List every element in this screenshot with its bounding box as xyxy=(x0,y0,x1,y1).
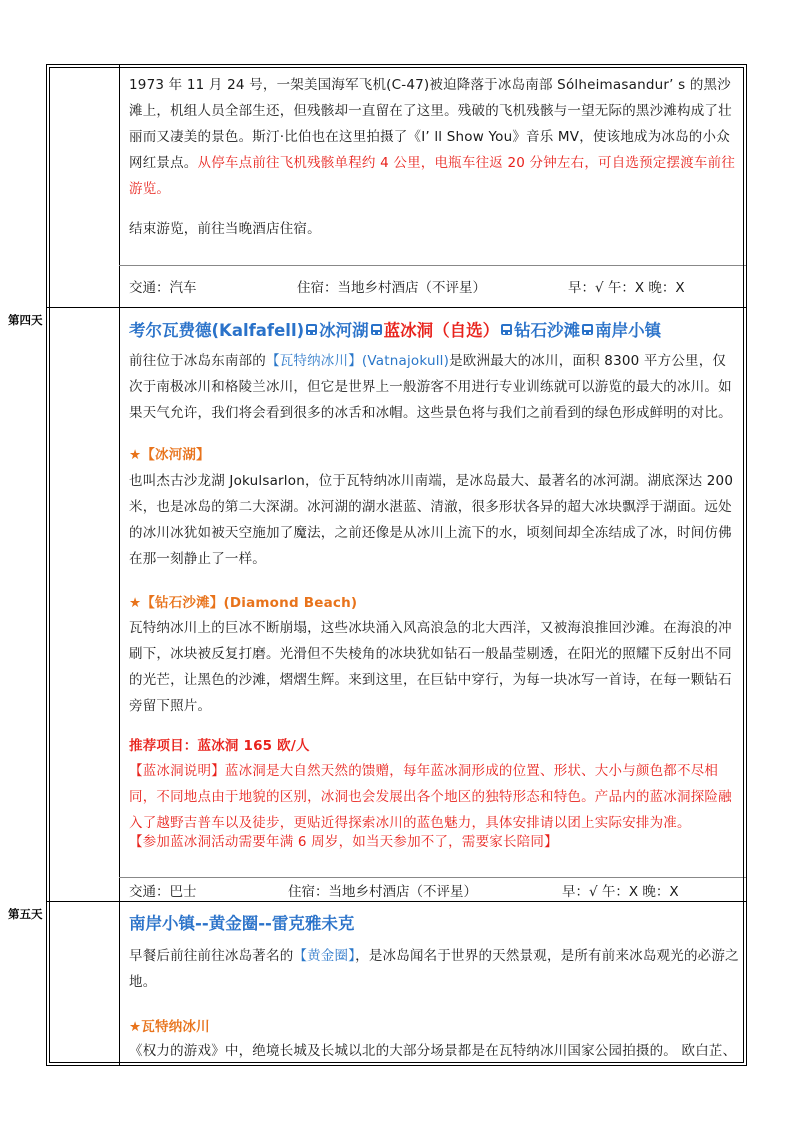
lagoon-description: 也叫杰古沙龙湖 Jokulsarlon，位于瓦特纳冰川南端，是冰岛最大、最著名的冰河湖。湖底深达 200 米，也是冰岛的第二大深湖。冰河湖的湖水湛蓝、清澈，很多形状各异的超大冰块飘浮于湖面。远处的冰川冰犹如被天空施加了魔法，之前还像是从冰川上流下的水，顷刻间却全冻结成了冰，时间仿佛在那一刻静止了一样。 xyxy=(129,473,734,567)
column-divider xyxy=(119,65,120,1065)
day4-meals: 早：√ 午：X 晚：X xyxy=(562,884,679,900)
day3-lodging: 住宿：当地乡村酒店（不评星） xyxy=(297,280,486,296)
bus-icon xyxy=(501,324,512,335)
day4-transport: 交通：巴士 xyxy=(129,884,197,900)
row-divider xyxy=(47,307,746,308)
recommended-activity: 推荐项目：蓝冰洞 165 欧/人 xyxy=(129,738,310,754)
day4-lodging: 住宿：当地乡村酒店（不评星） xyxy=(288,884,477,900)
ice-cave-note: 【参加蓝冰洞活动需要年满 6 周岁，如当天参加不了，需要家长陪同】 xyxy=(129,834,558,850)
glacier-description: 《权力的游戏》中，绝境长城及长城以北的大部分场景都是在瓦特纳冰川国家公园拍摄的。 欧白芷、 xyxy=(129,1043,737,1059)
row-divider xyxy=(47,901,746,902)
lagoon-heading: ★【冰河湖】 xyxy=(129,447,210,463)
row-divider xyxy=(119,877,746,878)
bus-icon xyxy=(306,324,317,335)
ice-cave-description: 【蓝冰洞说明】蓝冰洞是大自然天然的馈赠，每年蓝冰洞形成的位置、形状、大小与颜色都不尽相同，不同地点由于地貌的区别，冰洞也会发展出各个地区的独特形态和特色。产品内的蓝冰洞探险融入了越野吉普车以及徒步，更贴近得探索冰川的蓝色魅力，具体安排请以团上实际安排为准。 xyxy=(129,763,732,831)
day3-transport: 交通：汽车 xyxy=(129,280,197,296)
beach-description: 瓦特纳冰川上的巨冰不断崩塌，这些冰块涌入风高浪急的北大西洋，又被海浪推回沙滩。在海浪的冲刷下，冰块被反复打磨。光滑但不失棱角的冰块犹如钻石一般晶莹剔透，在阳光的照耀下反射出不同的光芒，让黑色的沙滩，熠熠生辉。来到这里，在巨钻中穿行，为每一块冰写一首诗，在每一颗钻石旁留下照片。 xyxy=(129,620,732,714)
day4-intro: 前往位于冰岛东南部的【瓦特纳冰川】(Vatnajokull)是欧洲最大的冰川，面积 8300 平方公里，仅次于南极冰川和格陵兰冰川，但它是世界上一般游客不用进行专业训练就可以游览的最大的冰川。如果天气允许，我们将会看到很多的冰舌和冰帽。这些景色将与我们之前看到的绿色形成鲜明的对比。 xyxy=(129,353,732,421)
day5-label: 第五天 xyxy=(8,907,43,921)
day3-end-note: 结束游览，前往当晚酒店住宿。 xyxy=(129,221,321,237)
bus-icon xyxy=(582,324,593,335)
day3-description: 1973 年 11 月 24 号，一架美国海军飞机(C-47)被迫降落于冰岛南部 Sólheimasandur’ s 的黑沙滩上，机组人员全部生还，但残骸却一直留在了这里。残破的飞机残骸与一望无际的黑沙滩构成了壮丽而又凄美的景色。斯汀·比伯也在这里拍摄了《I’ ll Show You》音乐 MV，使该地成为冰岛的小众网红景点。从停车点前往飞机残骸单程约 4 公里，电瓶车往返 20 分钟左右，可自选预定摆渡车前往游览。 xyxy=(129,77,736,197)
day4-title: 考尔瓦费德(Kalfafell) 冰河湖 蓝冰洞（自选） 钻石沙滩 南岸小镇 xyxy=(129,321,662,340)
bus-icon xyxy=(371,324,382,335)
day5-title: 南岸小镇--黄金圈--雷克雅未克 xyxy=(129,914,355,933)
beach-heading: ★【钻石沙滩】(Diamond Beach) xyxy=(129,595,358,611)
day3-meals: 早：√ 午：X 晚：X xyxy=(568,280,685,296)
day4-label: 第四天 xyxy=(8,313,43,327)
row-divider xyxy=(119,265,746,266)
day5-intro: 早餐后前往前往冰岛著名的【黄金圈】，是冰岛闻名于世界的天然景观，是所有前来冰岛观光的必游之地。 xyxy=(129,948,739,990)
glacier-heading: ★瓦特纳冰川 xyxy=(129,1019,210,1035)
